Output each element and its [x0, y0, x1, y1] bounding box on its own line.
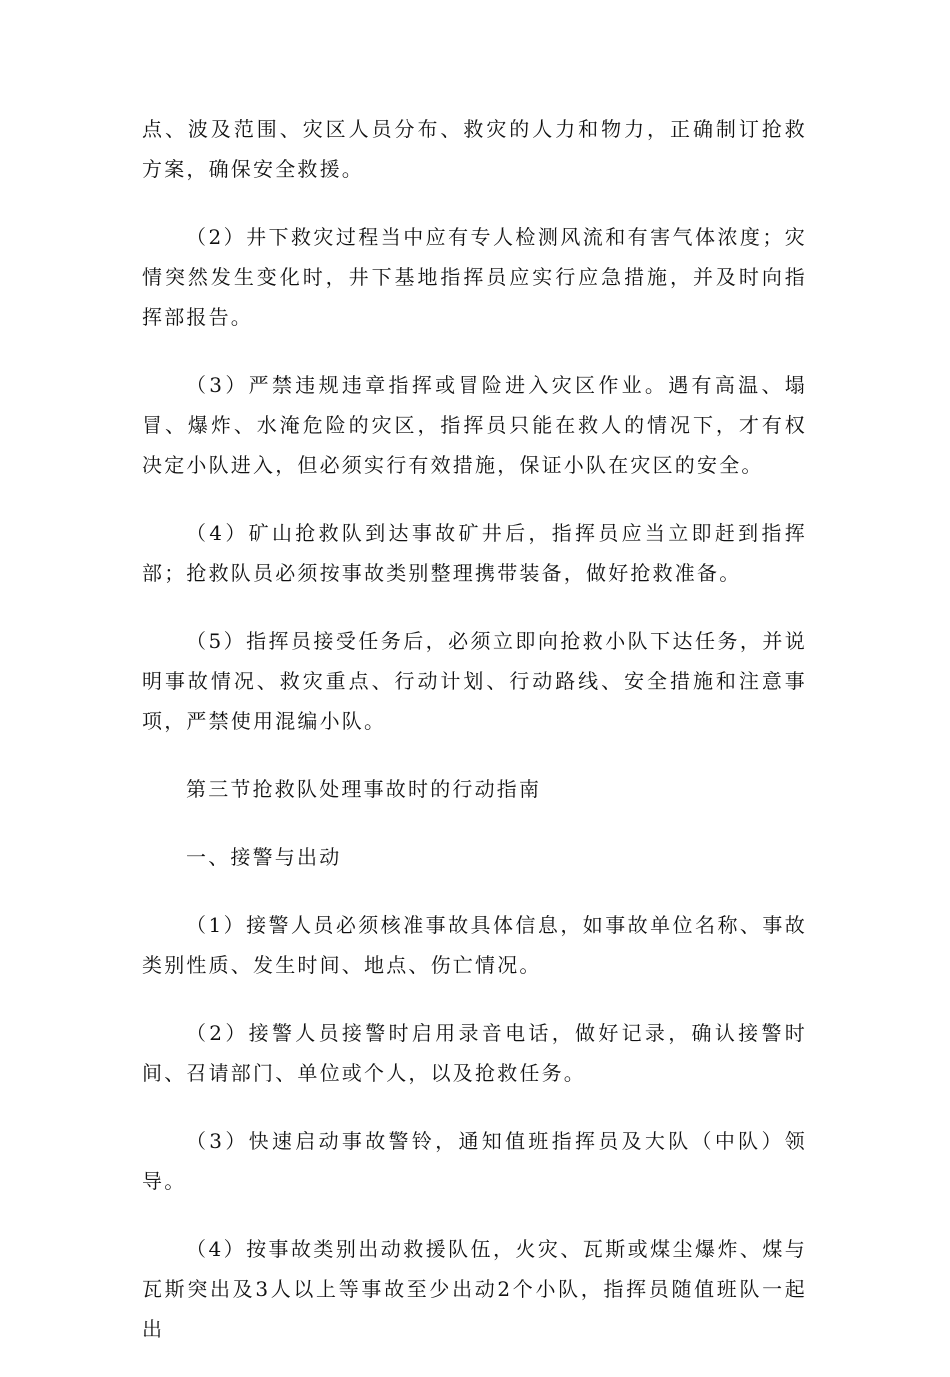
- paragraph-continuation: 点、波及范围、灾区人员分布、救灾的人力和物力，正确制订抢救方案，确保安全救援。: [142, 117, 807, 181]
- section-heading: 第三节抢救队处理事故时的行动指南: [186, 777, 542, 801]
- paragraph-alarm-1: （1）接警人员必须核准事故具体信息，如事故单位名称、事故类别性质、发生时间、地点、伤亡情况。: [142, 913, 807, 977]
- paragraph-alarm-4: （4）按事故类别出动救援队伍，火灾、瓦斯或煤尘爆炸、煤与瓦斯突出及3人以上等事故至少出动2个小队，指挥员随值班队一起出: [142, 1237, 807, 1341]
- paragraph-alarm-3: （3）快速启动事故警铃，通知值班指挥员及大队（中队）领导。: [142, 1129, 807, 1193]
- document-body: [142, 109, 807, 1377]
- paragraph-alarm-2: （2）接警人员接警时启用录音电话，做好记录，确认接警时间、召请部门、单位或个人，以及抢救任务。: [142, 1021, 807, 1085]
- paragraph-item-3: （3）严禁违规违章指挥或冒险进入灾区作业。遇有高温、塌冒、爆炸、水淹危险的灾区，指挥员只能在救人的情况下，才有权决定小队进入，但必须实行有效措施，保证小队在灾区的安全。: [142, 373, 807, 477]
- paragraph-item-5: （5）指挥员接受任务后，必须立即向抢救小队下达任务，并说明事故情况、救灾重点、行动计划、行动路线、安全措施和注意事项，严禁使用混编小队。: [142, 629, 807, 733]
- subsection-heading: 一、接警与出动: [186, 845, 342, 869]
- paragraph-item-4: （4）矿山抢救队到达事故矿井后，指挥员应当立即赶到指挥部；抢救队员必须按事故类别整理携带装备，做好抢救准备。: [142, 521, 807, 585]
- paragraph-item-2: （2）井下救灾过程当中应有专人检测风流和有害气体浓度；灾情突然发生变化时，井下基地指挥员应实行应急措施，并及时向指挥部报告。: [142, 225, 807, 329]
